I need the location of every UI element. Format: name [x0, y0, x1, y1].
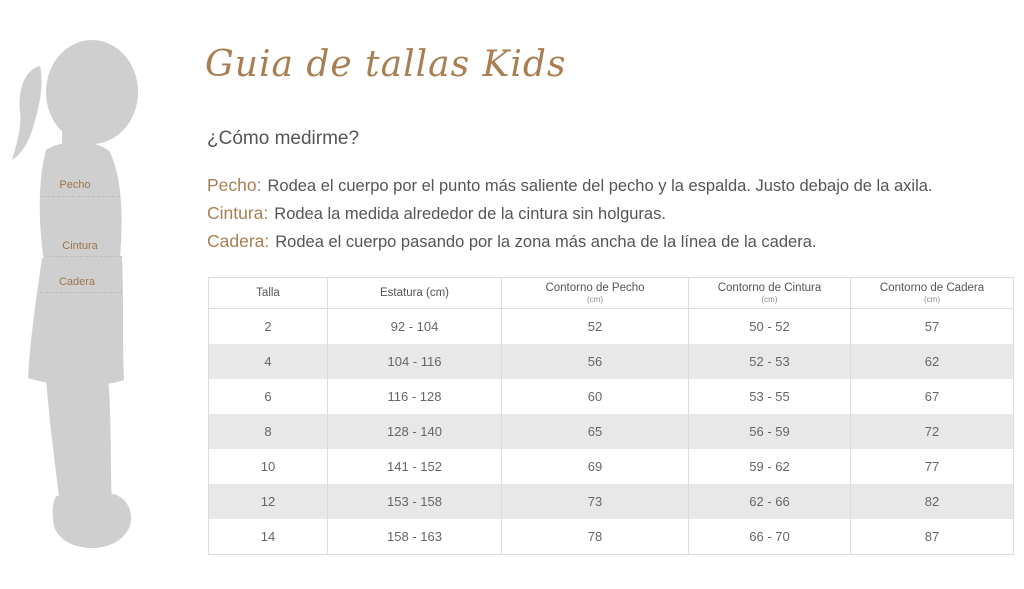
cell-waist: 52 - 53	[689, 344, 851, 379]
cell-hip: 77	[851, 449, 1014, 484]
how-to-measure-heading: ¿Cómo medirme?	[207, 128, 360, 149]
header-chest: Contorno de Pecho (cm)	[502, 278, 689, 309]
measurement-definitions	[207, 175, 1007, 259]
chest-label: Pecho	[59, 179, 91, 191]
page-title: Guia de tallas Kids	[205, 44, 567, 85]
header-hip: Contorno de Cadera (cm)	[851, 278, 1014, 309]
header-size: Talla	[209, 278, 328, 309]
header-unit: (cm)	[761, 295, 778, 304]
table-row	[209, 449, 1014, 484]
table-row	[209, 484, 1014, 519]
silhouette-ponytail	[12, 66, 42, 160]
table-row	[209, 309, 1014, 345]
child-silhouette	[0, 0, 180, 589]
cell-waist: 62 - 66	[689, 484, 851, 519]
cell-height: 128 - 140	[328, 414, 502, 449]
header-unit: (cm)	[587, 295, 603, 304]
hip-guide-line	[40, 292, 122, 293]
cell-height: 158 - 163	[328, 519, 502, 555]
table-row	[209, 519, 1014, 555]
waist-label: Cintura	[62, 240, 98, 252]
cell-hip: 82	[851, 484, 1014, 519]
table-row	[209, 414, 1014, 449]
cell-size: 10	[209, 449, 328, 484]
cell-chest: 69	[502, 449, 689, 484]
definition-text: Rodea el cuerpo por el punto más saliente del pecho y la espalda. Justo debajo de la axila.	[267, 177, 933, 195]
definition-term: Cintura:	[207, 203, 269, 223]
cell-hip: 67	[851, 379, 1014, 414]
definition-text: Rodea la medida alrededor de la cintura sin holguras.	[274, 205, 666, 223]
cell-height: 141 - 152	[328, 449, 502, 484]
cell-waist: 66 - 70	[689, 519, 851, 555]
cell-chest: 60	[502, 379, 689, 414]
hip-label: Cadera	[58, 276, 96, 288]
header-height: Estatura (cm)	[328, 278, 502, 309]
cell-size: 12	[209, 484, 328, 519]
silhouette-shoe	[53, 494, 131, 548]
cell-chest: 65	[502, 414, 689, 449]
cell-hip: 87	[851, 519, 1014, 555]
table-row	[209, 344, 1014, 379]
definition-text: Rodea el cuerpo pasando por la zona más ancha de la línea de la cadera.	[275, 233, 817, 251]
cell-waist: 53 - 55	[689, 379, 851, 414]
cell-chest: 78	[502, 519, 689, 555]
cell-chest: 56	[502, 344, 689, 379]
cell-hip: 72	[851, 414, 1014, 449]
cell-chest: 52	[502, 309, 689, 345]
definition-term: Cadera:	[207, 231, 270, 251]
cell-hip: 62	[851, 344, 1014, 379]
cell-chest: 73	[502, 484, 689, 519]
waist-guide-line	[46, 256, 122, 257]
table-header-row	[209, 278, 1014, 309]
cell-size: 4	[209, 344, 328, 379]
cell-size: 6	[209, 379, 328, 414]
cell-height: 92 - 104	[328, 309, 502, 345]
definition-chest	[207, 175, 1007, 203]
cell-size: 14	[209, 519, 328, 555]
cell-waist: 56 - 59	[689, 414, 851, 449]
cell-waist: 50 - 52	[689, 309, 851, 345]
definition-hip	[207, 231, 1007, 259]
header-unit: (cm)	[924, 295, 940, 304]
cell-height: 104 - 116	[328, 344, 502, 379]
silhouette-legs	[46, 378, 112, 504]
definition-waist	[207, 203, 1007, 231]
cell-size: 2	[209, 309, 328, 345]
definition-term: Pecho:	[207, 175, 262, 195]
cell-waist: 59 - 62	[689, 449, 851, 484]
header-waist: Contorno de Cintura (cm)	[689, 278, 851, 309]
size-chart-table	[208, 277, 1014, 555]
cell-size: 8	[209, 414, 328, 449]
cell-height: 116 - 128	[328, 379, 502, 414]
cell-hip: 57	[851, 309, 1014, 345]
table-row	[209, 379, 1014, 414]
cell-height: 153 - 158	[328, 484, 502, 519]
chest-guide-line	[42, 196, 120, 197]
